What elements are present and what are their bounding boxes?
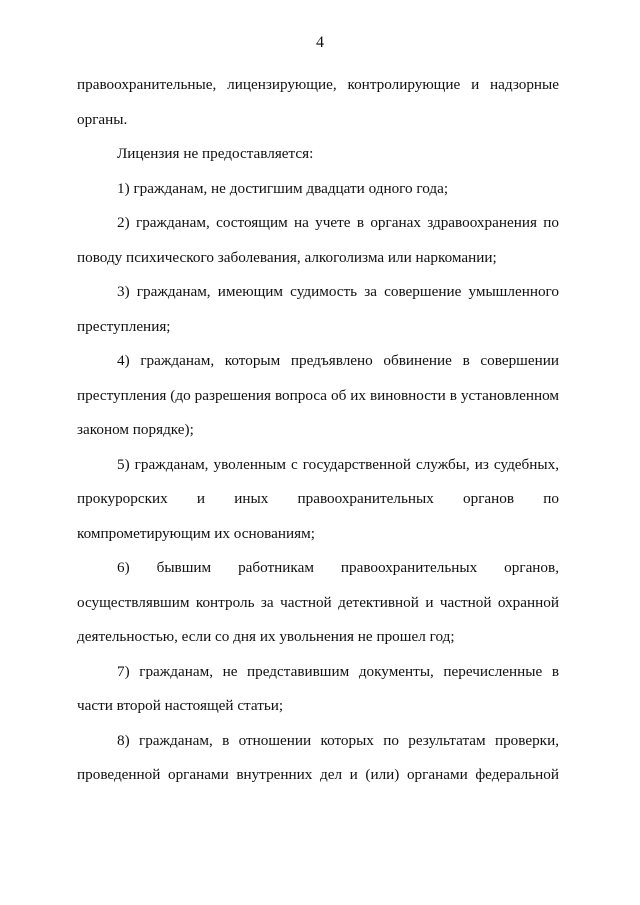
paragraph-continuation: правоохранительные, лицензирующие, контролирующие и надзорные органы. (77, 76, 559, 128)
document-body (77, 68, 559, 793)
list-item-3: 3) гражданам, имеющим судимость за совершение умышленного преступления; (77, 283, 559, 335)
list-item-4: 4) гражданам, которым предъявлено обвинение в совершении преступления (до разрешения вопроса об их виновности в установленном законом порядке); (77, 352, 559, 438)
list-item-1: 1) гражданам, не достигшим двадцати одного года; (117, 179, 449, 197)
list-item-7: 7) гражданам, не представившим документы, перечисленные в части второй настоящей статьи; (77, 662, 559, 714)
list-item-6: 6) бывшим работникам правоохранительных органов, осуществлявшим контроль за частной детективной и частной охранной деятельностью, если со дня их увольнения не прошел год; (77, 559, 559, 645)
list-item-2: 2) гражданам, состоящим на учете в органах здравоохранения по поводу психического заболевания, алкоголизма или наркомании; (77, 214, 559, 266)
list-item-8: 8) гражданам, в отношении которых по результатам проверки, проведенной органами внутренних дел и (или) органами федеральной (77, 731, 559, 783)
page-number: 4 (316, 34, 324, 51)
list-item-5: 5) гражданам, уволенным с государственной службы, из судебных, прокурорских и иных правоохранительных органов по компрометирующим их основаниям; (77, 455, 559, 542)
paragraph-license-not-granted: Лицензия не предоставляется: (117, 145, 314, 162)
